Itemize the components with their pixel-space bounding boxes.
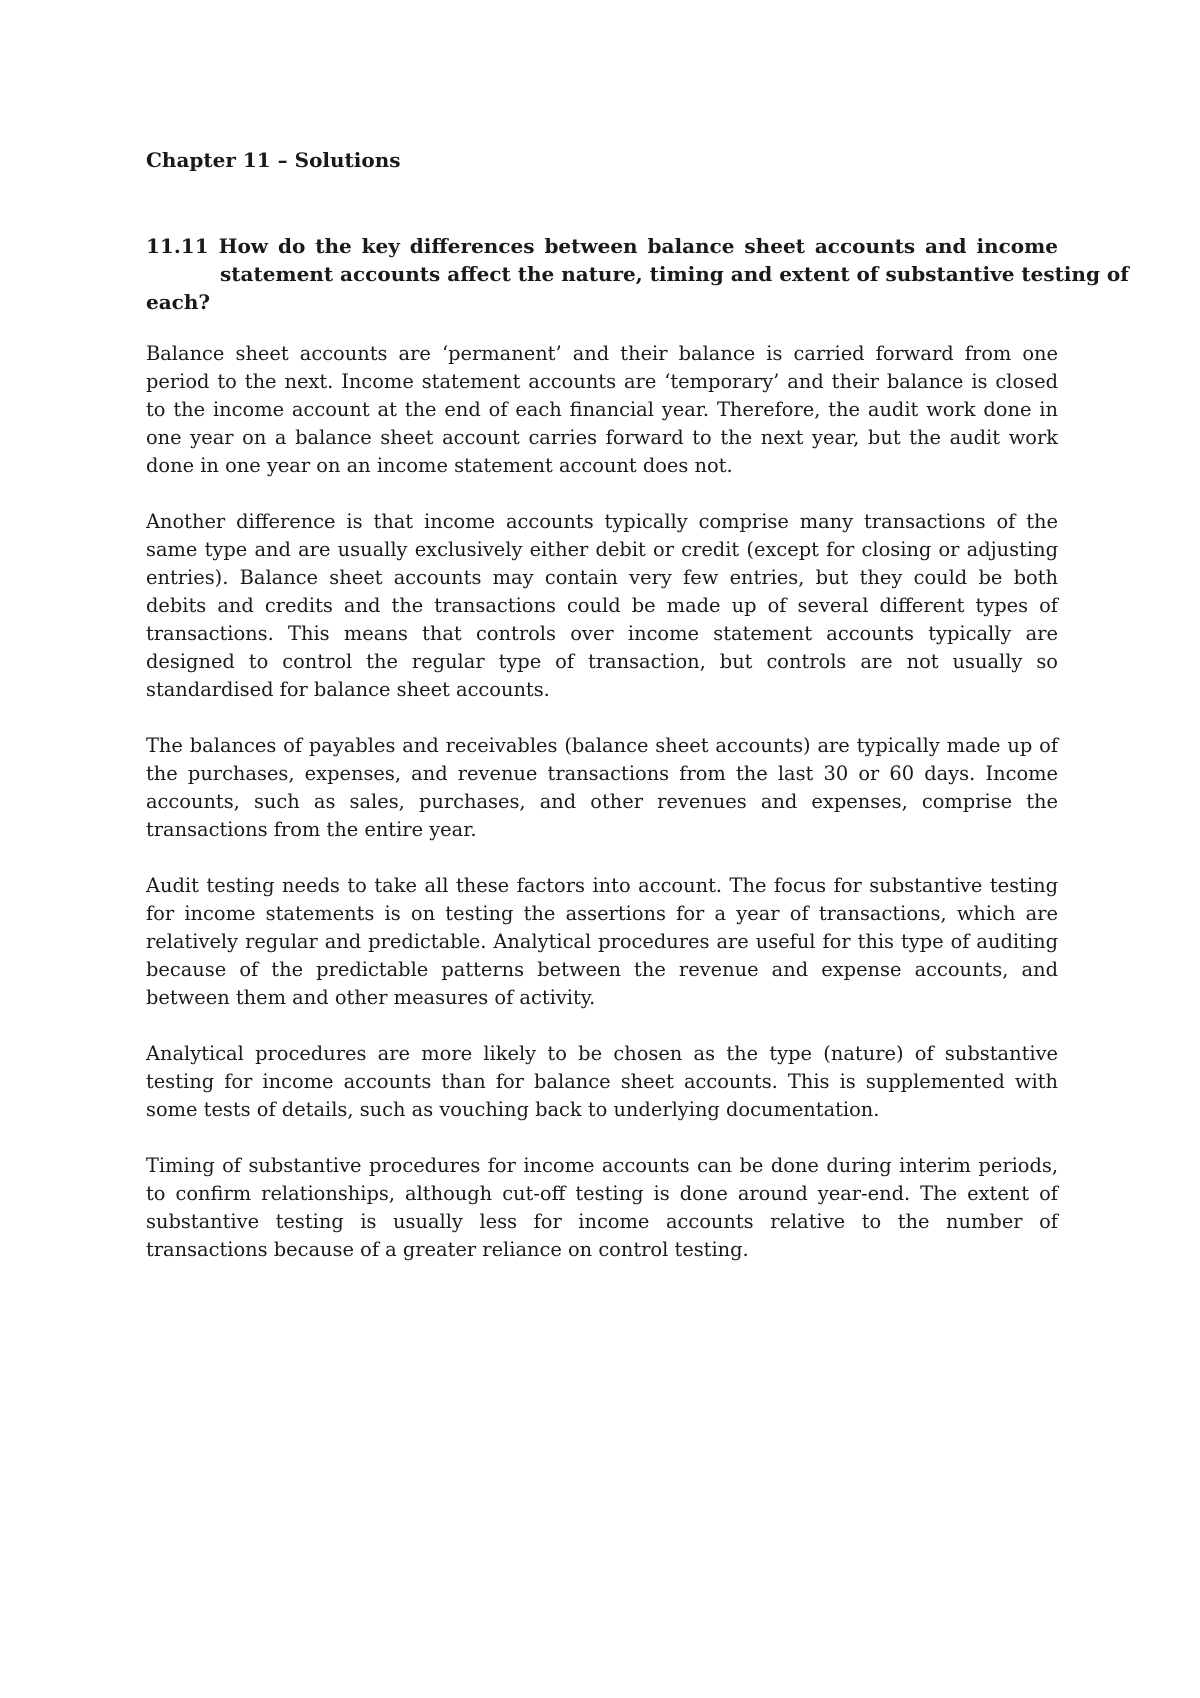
answer-paragraph-3: The balances of payables and receivables (balance sheet accounts) are typically made up of the purchases, expenses, and revenue transactions from the last 30 or 60 days. Income accounts, such as sales, purchases, and other revenues and expenses, comprise the transactions from the entire year. xyxy=(146,734,1058,841)
question-line-1: 11.11 How do the key differences between balance sheet accounts and income xyxy=(146,234,1058,258)
answer-paragraph-6: Timing of substantive procedures for income accounts can be done during interim periods, to confirm relationships, although cut-off testing is done around year-end. The extent of substantive testing is usually less for income accounts relative to the number of transactions because of a greater reliance on control testing. xyxy=(146,1154,1058,1261)
answer-paragraph-5: Analytical procedures are more likely to be chosen as the type (nature) of substantive testing for income accounts than for balance sheet accounts. This is supplemented with some tests of details, such as vouching back to underlying documentation. xyxy=(146,1042,1058,1121)
question-line-2: statement accounts affect the nature, timing and extent of substantive testing of xyxy=(220,262,1129,286)
chapter-title: Chapter 11 – Solutions xyxy=(146,148,401,172)
answer-paragraph-4: Audit testing needs to take all these factors into account. The focus for substantive testing for income statements is on testing the assertions for a year of transactions, which are relatively regular and predictable. Analytical procedures are useful for this type of auditing because of the predictable patterns between the revenue and expense accounts, and between them and other measures of activity. xyxy=(146,874,1058,1009)
answer-paragraph-2: Another difference is that income accounts typically comprise many transactions of the same type and are usually exclusively either debit or credit (except for closing or adjusting entries). Balance sheet accounts may contain very few entries, but they could be both debits and credits and the transactions could be made up of several different types of transactions. This means that controls over income statement accounts typically are designed to control the regular type of transaction, but controls are not usually so standardised for balance sheet accounts. xyxy=(146,510,1058,701)
answer-paragraph-1: Balance sheet accounts are ‘permanent’ and their balance is carried forward from one period to the next. Income statement accounts are ‘temporary’ and their balance is closed to the income account at the end of each financial year. Therefore, the audit work done in one year on a balance sheet account carries forward to the next year, but the audit work done in one year on an income statement account does not. xyxy=(146,342,1058,477)
question-heading xyxy=(146,232,1129,316)
question-line-3: each? xyxy=(146,290,211,314)
